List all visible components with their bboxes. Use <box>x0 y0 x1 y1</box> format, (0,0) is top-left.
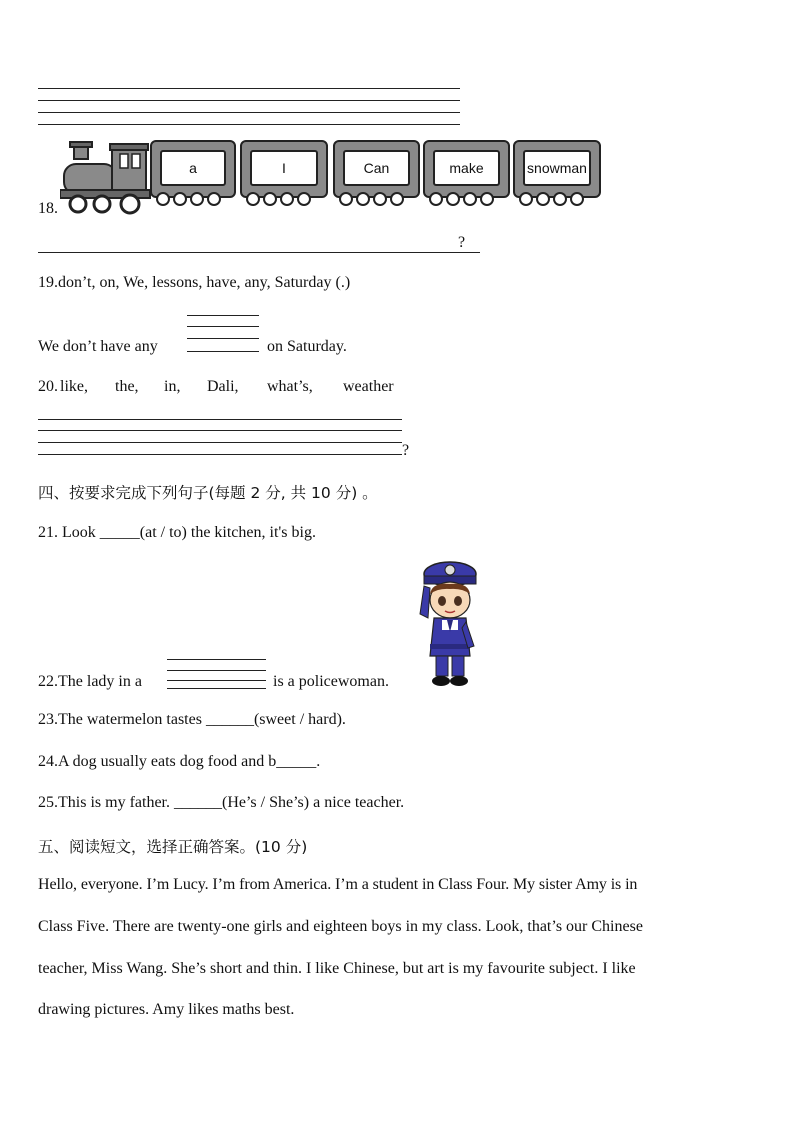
answer-line[interactable] <box>167 688 266 689</box>
word-option: weather <box>343 378 394 395</box>
answer-line[interactable] <box>38 112 460 113</box>
answer-line[interactable] <box>38 124 460 125</box>
word-card: Can <box>343 150 410 186</box>
answer-line[interactable] <box>167 670 266 671</box>
train-wheels <box>429 192 497 210</box>
section-4-heading: 四、按要求完成下列句子(每题 2 分, 共 10 分) 。 <box>38 484 378 502</box>
word-option: like, <box>60 378 88 395</box>
question-mark: ? <box>458 234 466 251</box>
reading-passage-line: drawing pictures. Amy likes maths best. <box>38 1001 295 1018</box>
answer-line[interactable] <box>38 442 402 443</box>
steam-train-icon <box>60 140 152 216</box>
train-wheels <box>339 192 407 210</box>
reading-passage-line: teacher, Miss Wang. She’s short and thin. I like Chinese, but art is my favourite subject. I like <box>38 960 636 977</box>
section-5-heading: 五、阅读短文，选择正确答案。(10 分) <box>38 838 308 856</box>
train-wheels <box>156 192 224 210</box>
question-19-sentence-end: on Saturday. <box>267 338 347 355</box>
answer-line[interactable] <box>187 326 259 327</box>
question-19-prompt: 19.don’t, on, We, lessons, have, any, Saturday (.) <box>38 274 351 291</box>
word-card: snowman <box>523 150 591 186</box>
answer-line[interactable] <box>167 680 266 681</box>
question-23: 23.The watermelon tastes ______(sweet / hard). <box>38 711 346 728</box>
answer-line[interactable] <box>187 351 259 352</box>
word-option: Dali, <box>207 378 239 395</box>
question-18-number: 18. <box>38 200 58 217</box>
train-car-1 <box>150 140 236 198</box>
train-car-3 <box>333 140 420 198</box>
train-wheels <box>519 192 587 210</box>
question-19-sentence-start: We don’t have any <box>38 338 158 355</box>
word-option: the, <box>115 378 139 395</box>
word-card: a <box>160 150 226 186</box>
answer-line[interactable] <box>38 419 402 420</box>
question-25: 25.This is my father. ______(He’s / She’s) a nice teacher. <box>38 794 405 811</box>
question-mark: ? <box>402 442 410 459</box>
question-21: 21. Look _____(at / to) the kitchen, it's big. <box>38 524 316 541</box>
train-car-4 <box>423 140 510 198</box>
question-24: 24.A dog usually eats dog food and b_____. <box>38 753 321 770</box>
answer-line[interactable] <box>38 454 402 455</box>
question-20-number: 20. <box>38 378 58 395</box>
reading-passage-line: Class Five. There are twenty-one girls and eighteen boys in my class. Look, that’s our Chinese <box>38 918 643 935</box>
question-22-start: 22.The lady in a <box>38 673 142 690</box>
word-card: make <box>433 150 500 186</box>
question-22-end: is a policewoman. <box>273 673 389 690</box>
answer-line[interactable] <box>38 252 480 253</box>
reading-passage-line: Hello, everyone. I’m Lucy. I’m from America. I’m a student in Class Four. My sister Amy is in <box>38 876 638 893</box>
train-wheels <box>246 192 314 210</box>
answer-line[interactable] <box>38 100 460 101</box>
word-option: what’s, <box>267 378 313 395</box>
answer-line[interactable] <box>38 88 460 89</box>
train-car-5 <box>513 140 601 198</box>
answer-line[interactable] <box>187 315 259 316</box>
policewoman-illustration <box>412 556 488 690</box>
answer-line[interactable] <box>187 338 259 339</box>
word-card: I <box>250 150 318 186</box>
answer-line[interactable] <box>38 430 402 431</box>
answer-line[interactable] <box>167 659 266 660</box>
train-car-2 <box>240 140 328 198</box>
word-option: in, <box>164 378 181 395</box>
